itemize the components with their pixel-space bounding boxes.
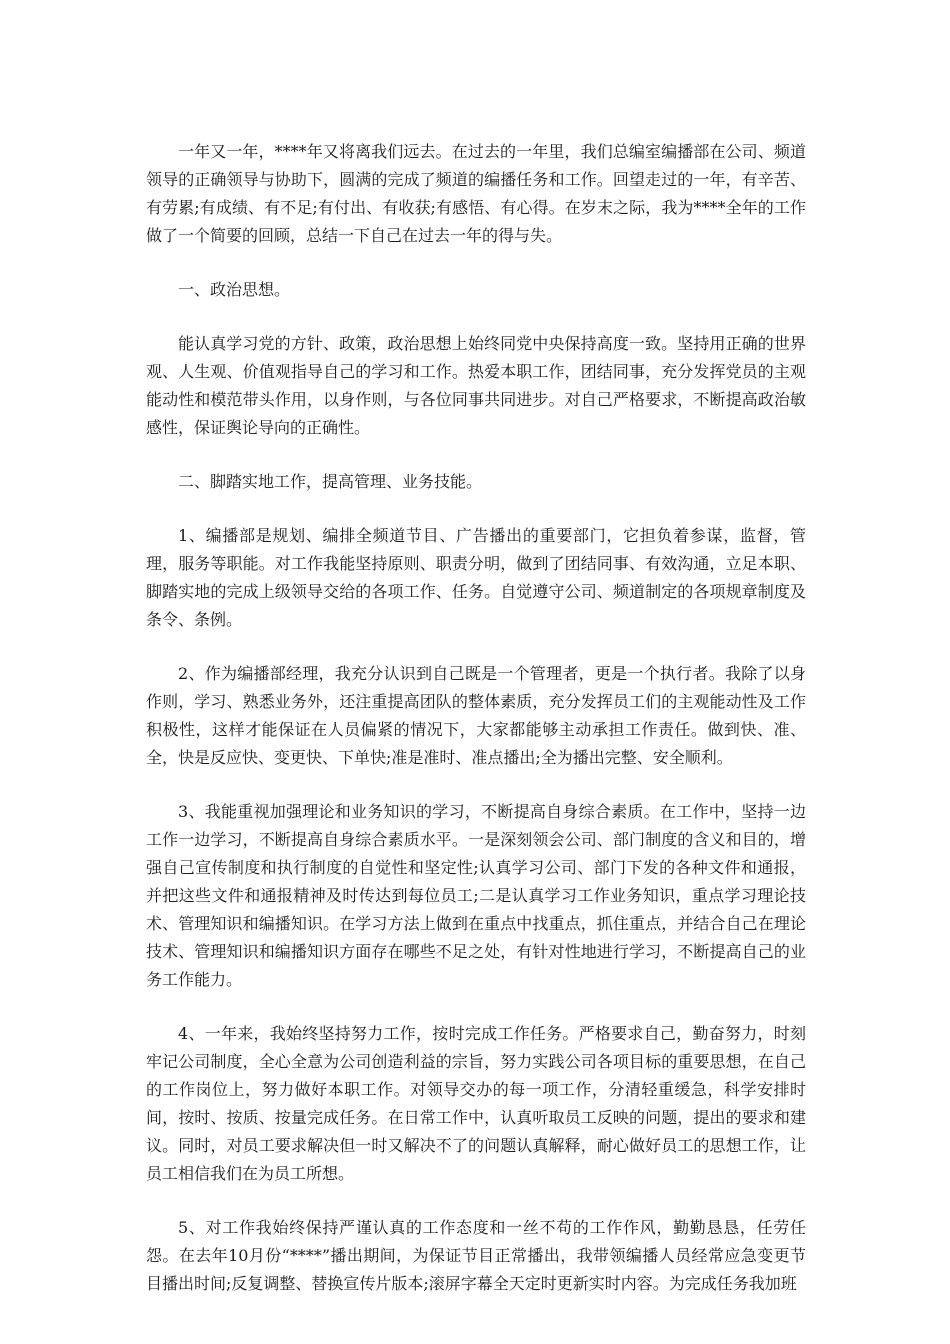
work-item-3: 3、我能重视加强理论和业务知识的学习，不断提高自身综合素质。在工作中，坚持一边工作一边学习，不断提高自身综合素质水平。一是深刻领会公司、部门制度的含义和目的，增强自己宣传制度和执行制度的自觉性和坚定性;认真学习公司、部门下发的各种文件和通报，并把这些文件和通报精神及时传达到每位员工;二是认真学习工作业务知识，重点学习理论技术、管理知识和编播知识。在学习方法上做到在重点中找重点，抓住重点，并结合自己在理论技术、管理知识和编播知识方面存在哪些不足之处，有针对性地进行学习，不断提高自己的业务工作能力。 [146, 802, 806, 989]
section-heading-politics: 一、政治思想。 [178, 280, 291, 299]
section-heading-work: 二、脚踏实地工作，提高管理、业务技能。 [178, 472, 483, 491]
work-item-4: 4、一年来，我始终坚持努力工作，按时完成工作任务。严格要求自己，勤奋努力，时刻牢记公司制度，全心全意为公司创造利益的宗旨，努力实践公司各项目标的重要思想，在自己的工作岗位上，努力做好本职工作。对领导交办的每一项工作，分清轻重缓急，科学安排时间，按时、按质、按量完成任务。在日常工作中，认真听取员工反映的问题，提出的要求和建议。同时，对员工要求解决但一时又解决不了的问题认真解释，耐心做好员工的思想工作，让员工相信我们在为员工所想。 [146, 1024, 806, 1183]
work-item-2: 2、作为编播部经理，我充分认识到自己既是一个管理者，更是一个执行者。我除了以身作则，学习、熟悉业务外，还注重提高团队的整体素质，充分发挥员工们的主观能动性及工作积极性，这样才能保证在人员偏紧的情况下，大家都能够主动承担工作责任。做到快、准、全，快是反应快、变更快、下单快;准是准时、准点播出;全为播出完整、安全顺利。 [146, 664, 806, 767]
work-item-1: 1、编播部是规划、编排全频道节目、广告播出的重要部门，它担负着参谋，监督，管理，服务等职能。对工作我能坚持原则、职责分明，做到了团结同事、有效沟通，立足本职、脚踏实地的完成上级领导交给的各项工作、任务。自觉遵守公司、频道制定的各项规章制度及条令、条例。 [146, 526, 806, 629]
work-item-5: 5、对工作我始终保持严谨认真的工作态度和一丝不苟的工作作风，勤勤恳恳，任劳任怨。在去年10月份“****”播出期间，为保证节目正常播出，我带领编播人员经常应急变更节目播出时间;反复调整、替换宣传片版本;滚屏字幕全天定时更新实时内容。为完成任务我加班 [146, 1218, 806, 1293]
politics-paragraph: 能认真学习党的方针、政策，政治思想上始终同党中央保持高度一致。坚持用正确的世界观、人生观、价值观指导自己的学习和工作。热爱本职工作，团结同事，充分发挥党员的主观能动性和模范带头作用，以身作则，与各位同事共同进步。对自己严格要求，不断提高政治敏感性，保证舆论导向的正确性。 [146, 334, 806, 437]
intro-paragraph: 一年又一年，****年又将离我们远去。在过去的一年里，我们总编室编播部在公司、频道领导的正确领导与协助下，圆满的完成了频道的编播任务和工作。回望走过的一年，有辛苦、有劳累;有成绩、有不足;有付出、有收获;有感悟、有心得。在岁末之际，我为****全年的工作做了一个简要的回顾，总结一下自己在过去一年的得与失。 [146, 142, 806, 245]
document-body [146, 138, 806, 1324]
